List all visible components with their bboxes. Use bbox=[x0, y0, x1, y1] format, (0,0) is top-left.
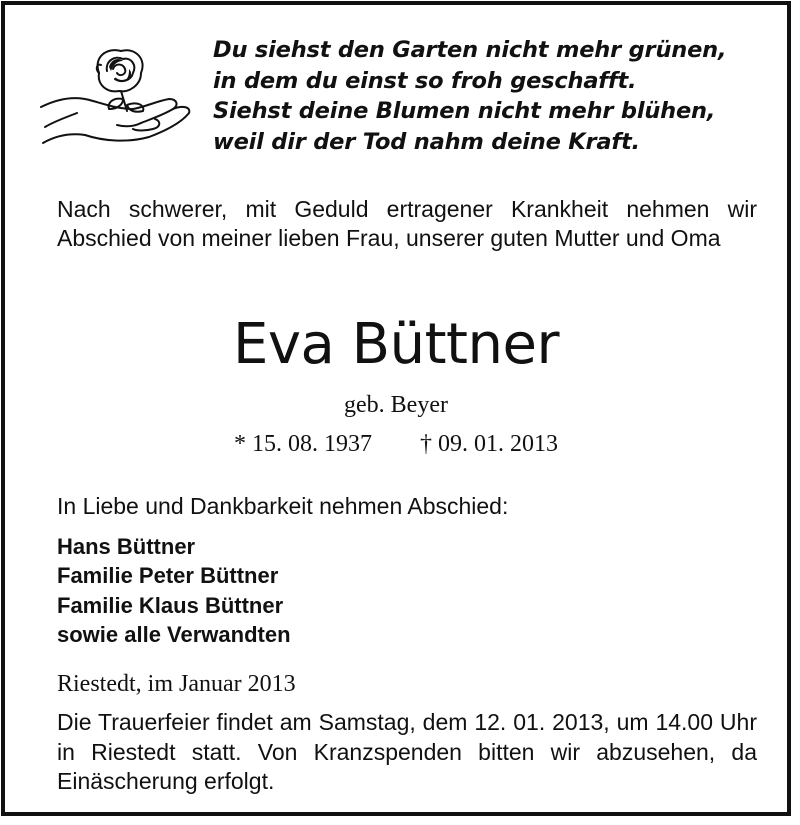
birth-date: * 15. 08. 1937 bbox=[234, 431, 372, 457]
mourners-list bbox=[57, 532, 757, 649]
service-note: Die Trauerfeier findet am Samstag, dem 12. 01. 2013, um 14.00 Uhr in Riestedt statt. Von Kranzspenden bitten wir abzusehen, da Einäscherung erfolgt. bbox=[57, 709, 757, 794]
life-dates bbox=[5, 429, 787, 459]
mourner: sowie alle Verwandten bbox=[57, 621, 291, 647]
poem-line: Du siehst den Garten nicht mehr grünen, bbox=[213, 37, 727, 63]
mourner: Familie Klaus Büttner bbox=[57, 592, 284, 618]
poem-line: in dem du einst so froh geschafft. bbox=[213, 67, 637, 94]
rose-in-hand-icon bbox=[37, 43, 199, 151]
deceased-name: Eva Büttner bbox=[233, 312, 559, 377]
place-date: Riestedt, im Januar 2013 bbox=[57, 671, 296, 697]
death-date: † 09. 01. 2013 bbox=[420, 431, 558, 457]
poem-line: Siehst deine Blumen nicht mehr blühen, bbox=[213, 98, 716, 124]
poem bbox=[213, 35, 753, 157]
poem-line: weil dir der Tod nahm deine Kraft. bbox=[213, 128, 640, 155]
mourner: Familie Peter Büttner bbox=[57, 563, 279, 589]
obituary-notice bbox=[1, 1, 791, 816]
farewell-text: In Liebe und Dankbarkeit nehmen Abschied: bbox=[57, 493, 509, 519]
mourner: Hans Büttner bbox=[57, 534, 196, 559]
intro-text: Nach schwerer, mit Geduld ertragener Krankheit nehmen wir Abschied von meiner lieben Frau, unserer guten Mutter und Oma bbox=[57, 196, 757, 251]
maiden-name: geb. Beyer bbox=[344, 392, 448, 418]
